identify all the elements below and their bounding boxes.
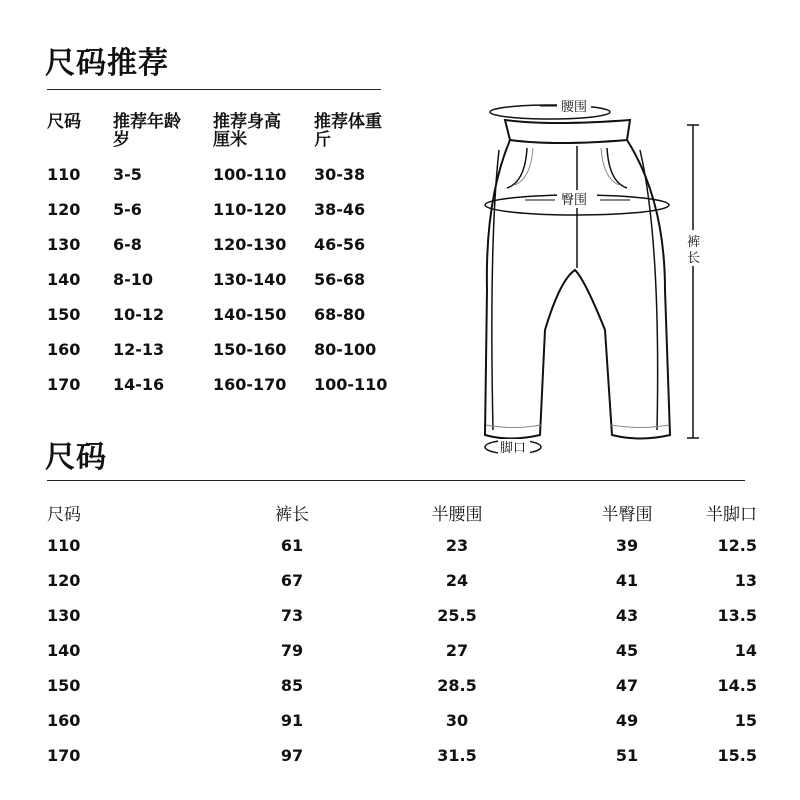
recommend-cell: 140-150 xyxy=(213,305,287,324)
size-cell: 47 xyxy=(615,676,639,695)
size-cell: 91 xyxy=(280,711,304,730)
recommend-row xyxy=(47,235,407,270)
recommend-row xyxy=(47,340,407,375)
left-cuff xyxy=(486,425,541,428)
right-pocket xyxy=(607,148,627,188)
size-cell: 15.5 xyxy=(717,746,757,765)
size-cell: 45 xyxy=(615,641,639,660)
pants-diagram xyxy=(465,90,725,470)
recommend-cell: 6-8 xyxy=(113,235,142,254)
header-line: 推荐体重 xyxy=(314,112,382,132)
size-cell: 15 xyxy=(734,711,757,730)
recommend-cell: 160 xyxy=(47,340,81,359)
size-cell: 14 xyxy=(734,641,757,660)
size-cell: 49 xyxy=(615,711,639,730)
size-cell: 28.5 xyxy=(437,676,477,695)
recommend-cell: 3-5 xyxy=(113,165,142,184)
recommend-cell: 5-6 xyxy=(113,200,142,219)
size-row xyxy=(47,676,757,711)
recommend-divider xyxy=(47,89,381,90)
recommend-cell: 10-12 xyxy=(113,305,165,324)
recommend-body xyxy=(47,165,407,410)
size-row xyxy=(47,571,757,606)
size-cell: 31.5 xyxy=(437,746,477,765)
size-cell: 14.5 xyxy=(717,676,757,695)
recommend-row xyxy=(47,375,407,410)
recommend-cell: 110-120 xyxy=(213,200,287,219)
size-cell: 170 xyxy=(47,746,81,765)
recommend-row xyxy=(47,305,407,340)
size-cell: 12.5 xyxy=(717,536,757,555)
recommend-header-row xyxy=(47,113,407,165)
recommend-cell: 30-38 xyxy=(314,165,366,184)
hip-label: 臀围 xyxy=(561,193,588,208)
length-label-top: 裤 xyxy=(687,235,701,250)
size-header-waist: 半腰围 xyxy=(431,505,483,525)
recommend-row xyxy=(47,270,407,305)
header-line: 推荐身高 xyxy=(213,112,281,132)
size-cell: 140 xyxy=(47,641,81,660)
recommend-cell: 120 xyxy=(47,200,81,219)
recommend-header-size xyxy=(47,113,113,165)
size-cell: 97 xyxy=(280,746,304,765)
recommend-cell: 130-140 xyxy=(213,270,287,289)
sizes-divider xyxy=(47,480,745,481)
cuff-label: 脚口 xyxy=(500,441,527,456)
size-cell: 13.5 xyxy=(717,606,757,625)
size-cell: 120 xyxy=(47,571,81,590)
recommend-cell: 8-10 xyxy=(113,270,154,289)
size-cell: 27 xyxy=(445,641,469,660)
size-header-size: 尺码 xyxy=(47,505,81,525)
recommend-cell: 150-160 xyxy=(213,340,287,359)
size-table xyxy=(47,500,757,781)
recommend-cell: 100-110 xyxy=(213,165,287,184)
size-cell: 23 xyxy=(445,536,469,555)
header-line: 岁 xyxy=(113,130,130,150)
left-pocket xyxy=(507,148,527,188)
recommend-header-age xyxy=(113,113,213,165)
size-cell: 43 xyxy=(615,606,639,625)
recommend-cell: 150 xyxy=(47,305,81,324)
waist-label: 腰围 xyxy=(561,100,588,115)
recommend-cell: 38-46 xyxy=(314,200,366,219)
recommend-header-height xyxy=(213,113,314,165)
size-cell: 130 xyxy=(47,606,81,625)
size-cell: 24 xyxy=(445,571,469,590)
recommend-cell: 140 xyxy=(47,270,81,289)
recommend-title: 尺码推荐 xyxy=(45,46,169,81)
size-header-length: 裤长 xyxy=(275,505,309,525)
waistband xyxy=(505,120,630,143)
size-cell: 110 xyxy=(47,536,81,555)
size-cell: 73 xyxy=(280,606,304,625)
recommend-cell: 14-16 xyxy=(113,375,165,394)
recommend-cell: 68-80 xyxy=(314,305,366,324)
recommend-cell: 130 xyxy=(47,235,81,254)
right-stripe xyxy=(640,150,658,430)
size-row xyxy=(47,536,757,571)
size-cell: 13 xyxy=(734,571,757,590)
size-cell: 160 xyxy=(47,711,81,730)
recommend-cell: 100-110 xyxy=(314,375,388,394)
recommend-cell: 12-13 xyxy=(113,340,165,359)
recommend-cell: 80-100 xyxy=(314,340,377,359)
sizes-title: 尺码 xyxy=(45,440,107,475)
size-header-hip: 半臀围 xyxy=(601,505,653,525)
size-row xyxy=(47,711,757,746)
recommend-cell: 46-56 xyxy=(314,235,366,254)
recommend-cell: 120-130 xyxy=(213,235,287,254)
size-cell: 79 xyxy=(280,641,304,660)
size-header-cuff: 半脚口 xyxy=(706,505,757,525)
size-cell: 61 xyxy=(280,536,304,555)
length-label-bottom: 长 xyxy=(687,251,701,266)
recommend-table xyxy=(47,113,407,410)
recommend-header-weight xyxy=(314,113,394,165)
header-line: 斤 xyxy=(314,130,331,150)
size-row xyxy=(47,746,757,781)
size-header-row xyxy=(47,500,757,536)
size-cell: 30 xyxy=(445,711,469,730)
size-cell: 67 xyxy=(280,571,304,590)
recommend-cell: 110 xyxy=(47,165,81,184)
recommend-cell: 56-68 xyxy=(314,270,366,289)
waist-measure-ellipse xyxy=(490,105,610,119)
recommend-cell: 160-170 xyxy=(213,375,287,394)
size-body xyxy=(47,536,757,781)
size-cell: 150 xyxy=(47,676,81,695)
size-cell: 85 xyxy=(280,676,304,695)
left-stripe xyxy=(492,150,499,430)
size-row xyxy=(47,641,757,676)
header-line: 推荐年龄 xyxy=(113,112,181,132)
size-cell: 51 xyxy=(615,746,639,765)
size-cell: 39 xyxy=(615,536,639,555)
size-row xyxy=(47,606,757,641)
size-cell: 41 xyxy=(615,571,639,590)
size-cell: 25.5 xyxy=(437,606,477,625)
right-cuff xyxy=(611,425,669,428)
recommend-row xyxy=(47,165,407,200)
header-line: 厘米 xyxy=(213,130,247,150)
recommend-cell: 170 xyxy=(47,375,81,394)
recommend-row xyxy=(47,200,407,235)
header-line: 尺码 xyxy=(47,112,81,132)
